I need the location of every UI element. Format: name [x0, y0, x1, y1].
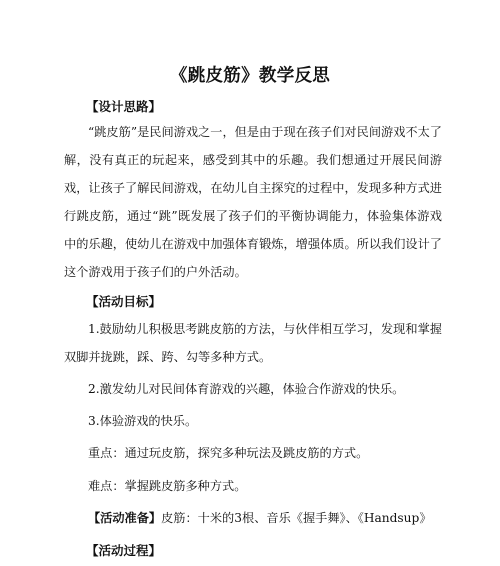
goal-item-2: 2.激发幼儿对民间体育游戏的兴趣，体验合作游戏的快乐。 [88, 382, 405, 396]
section-heading-process: 【活动过程】 [86, 543, 162, 558]
goal-item-1: 1.鼓励幼儿积极思考跳皮筋的方法，与伙伴相互学习，发现和掌握双脚并拢跳，踩、跨、勾等多种方式。 [64, 322, 442, 364]
goal-item-3: 3.体验游戏的快乐。 [88, 414, 198, 428]
section-heading-preparation: 【活动准备】 [88, 511, 162, 525]
difficulty-point: 难点：掌握跳皮筋多种方式。 [88, 479, 247, 493]
section-heading-goals: 【活动目标】 [86, 294, 162, 309]
section-heading-design: 【设计思路】 [86, 99, 162, 114]
design-paragraph: “跳皮筋”是民间游戏之一，但是由于现在孩子们对民间游戏不太了解，没有真正的玩起来，感受到其中的乐趣。我们想通过开展民间游戏，让孩子了解民间游戏，在幼儿自主探究的过程中，发现多种方式进行跳皮筋，通过“跳”既发展了孩子们的平衡协调能力，体验集体游戏中的乐趣，使幼儿在游戏中加强体育锻炼，增强体质。所以我们设计了这个游戏用于孩子们的户外活动。 [64, 125, 442, 279]
document-title: 《跳皮筋》教学反思 [169, 66, 331, 86]
preparation-text: 皮筋：十米的3根、音乐《握手舞》、《Handsup》 [161, 511, 432, 525]
preparation-line [88, 509, 432, 526]
key-point: 重点：通过玩皮筋，探究多种玩法及跳皮筋的方式。 [88, 446, 369, 460]
